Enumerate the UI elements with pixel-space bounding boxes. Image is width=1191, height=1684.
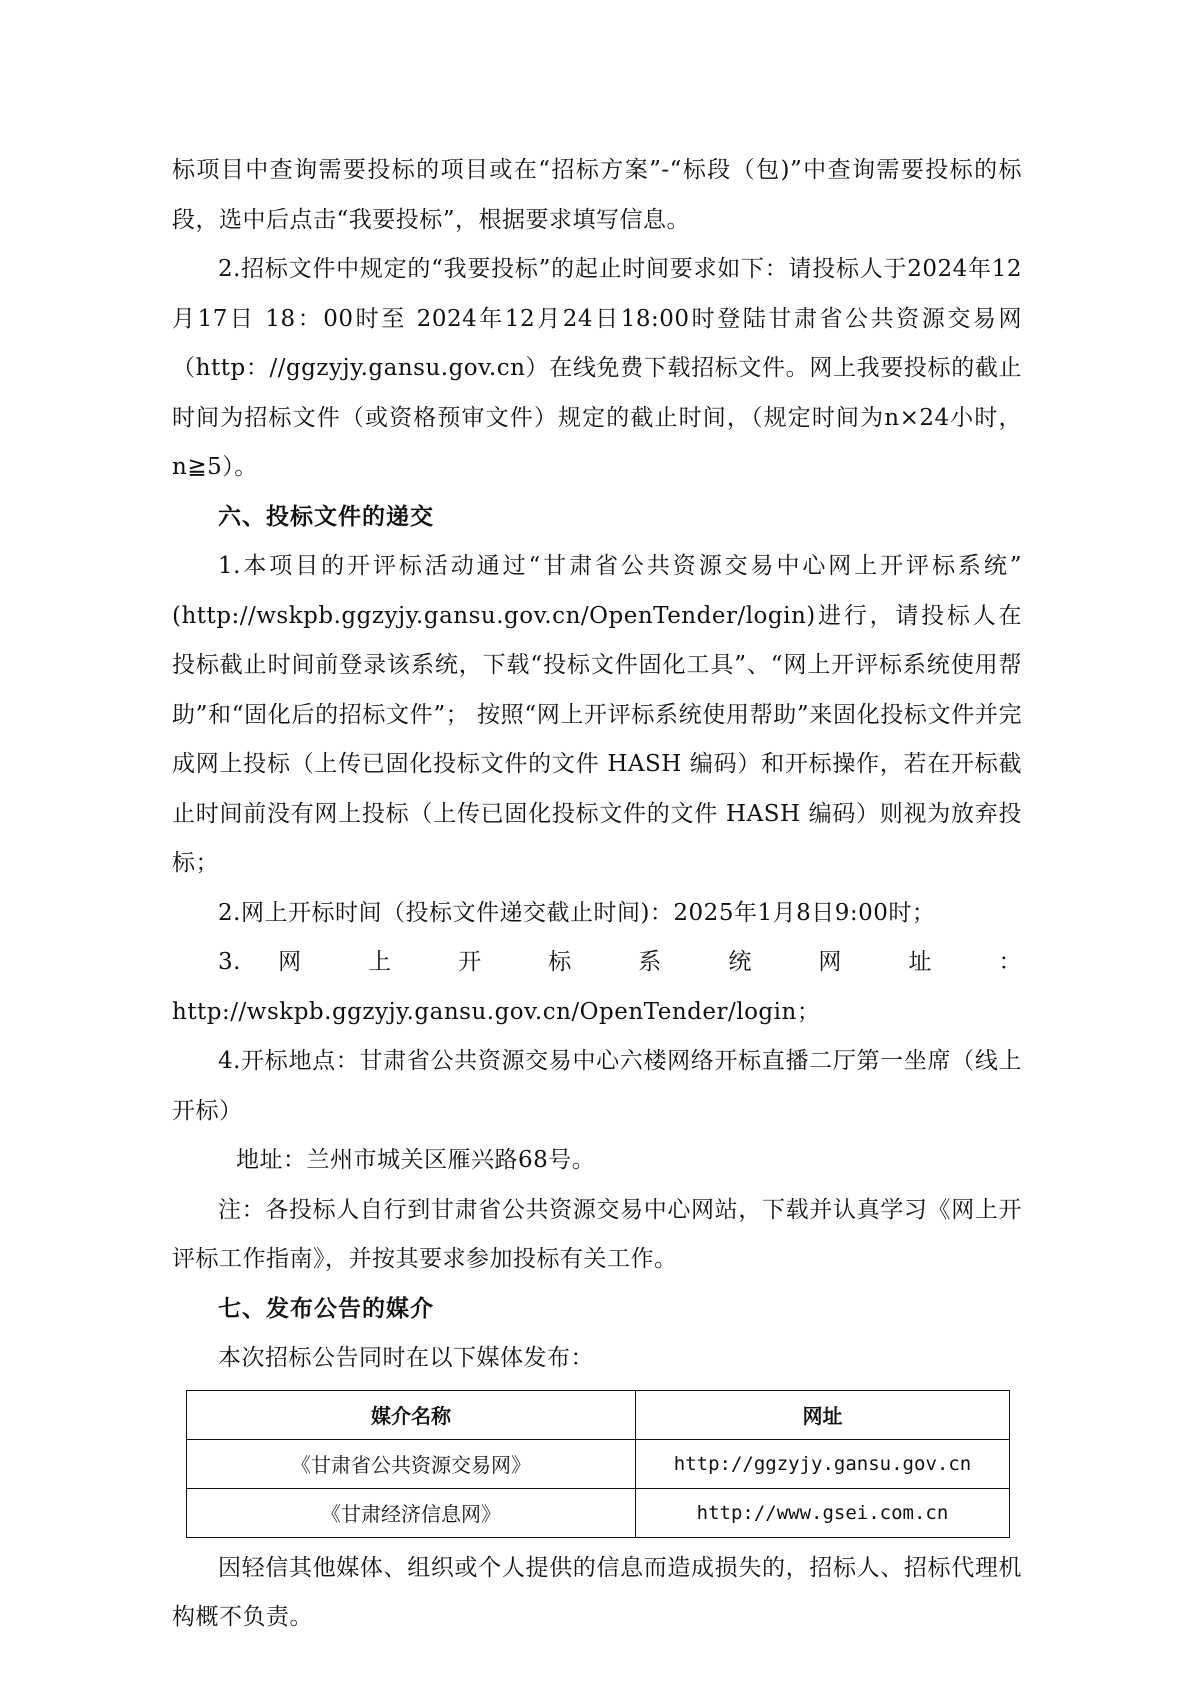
paragraph-opening-location: 4.开标地点：甘肃省公共资源交易中心六楼网络开标直播二厅第一坐席（线上开标） xyxy=(172,1048,1022,1124)
table-header-row xyxy=(187,1390,1010,1439)
paragraph-address: 地址：兰州市城关区雁兴路68号。 xyxy=(236,1147,596,1173)
paragraph-bidding-steps: 标项目中查询需要投标的项目或在“招标方案”-“标段（包)”中查询需要投标的标段，选中后点击“我要投标”，根据要求填写信息。 xyxy=(172,157,1022,233)
table-cell-url[interactable]: http://ggzyjy.gansu.gov.cn xyxy=(636,1439,1010,1488)
paragraph-note: 注：各投标人自行到甘肃省公共资源交易中心网站，下载并认真学习《网上开评标工作指南》，并按其要求参加投标有关工作。 xyxy=(172,1196,1022,1272)
paragraph-opening-time: 2.网上开标时间（投标文件递交截止时间)：2025年1月8日9:00时； xyxy=(218,899,936,926)
paragraph-system-url-label: 3. 网 上 开 标 系 统 网 址 ： xyxy=(218,949,1022,975)
media-table xyxy=(186,1390,1010,1538)
table-cell-media-name: 《甘肃省公共资源交易网》 xyxy=(187,1439,636,1488)
paragraph-online-system: 1.本项目的开评标活动通过“甘肃省公共资源交易中心网上开评标系统” (http://wskpb.ggzyjy.gansu.gov.cn/OpenTender/login)进行，请投标人在投标截止时间前登录该系统，下载“投标文件固化工具”、“网上开评标系统使用帮助”和“固化后的招标文件”； 按照“网上开评标系统使用帮助”来固化投标文件并完成网上投标（上传已固化投标文件的文件 HASH 编码）和开标操作，若在开标截止时间前没有网上投标（上传已固化投标文件的文件 HASH 编码）则视为放弃投标； xyxy=(172,553,1022,876)
table-cell-url[interactable]: http://www.gsei.com.cn xyxy=(636,1488,1010,1537)
paragraph-system-url: http://wskpb.ggzyjy.gansu.gov.cn/OpenTender/login； xyxy=(172,998,821,1025)
document-body xyxy=(172,146,1022,1643)
table-row xyxy=(187,1488,1010,1537)
section-heading-media: 七、发布公告的媒介 xyxy=(218,1295,434,1322)
table-cell-media-name: 《甘肃经济信息网》 xyxy=(187,1488,636,1537)
paragraph-media-intro: 本次招标公告同时在以下媒体发布： xyxy=(218,1345,594,1371)
paragraph-disclaimer: 因轻信其他媒体、组织或个人提供的信息而造成损失的，招标人、招标代理机构概不负责。 xyxy=(172,1554,1022,1630)
section-heading-bid-submission: 六、投标文件的递交 xyxy=(218,503,434,530)
paragraph-bid-time: 2.招标文件中规定的“我要投标”的起止时间要求如下：请投标人于2024年12月17日 18：00时至 2024年12月24日18:00时登陆甘肃省公共资源交易网（http：//ggzyjy.gansu.gov.cn）在线免费下载招标文件。网上我要投标的截止时间为招标文件（或资格预审文件）规定的截止时间，（规定时间为n×24小时，n≧5）。 xyxy=(172,256,1022,480)
table-header-media-name: 媒介名称 xyxy=(187,1390,636,1439)
table-header-url: 网址 xyxy=(636,1390,1010,1439)
table-row xyxy=(187,1439,1010,1488)
